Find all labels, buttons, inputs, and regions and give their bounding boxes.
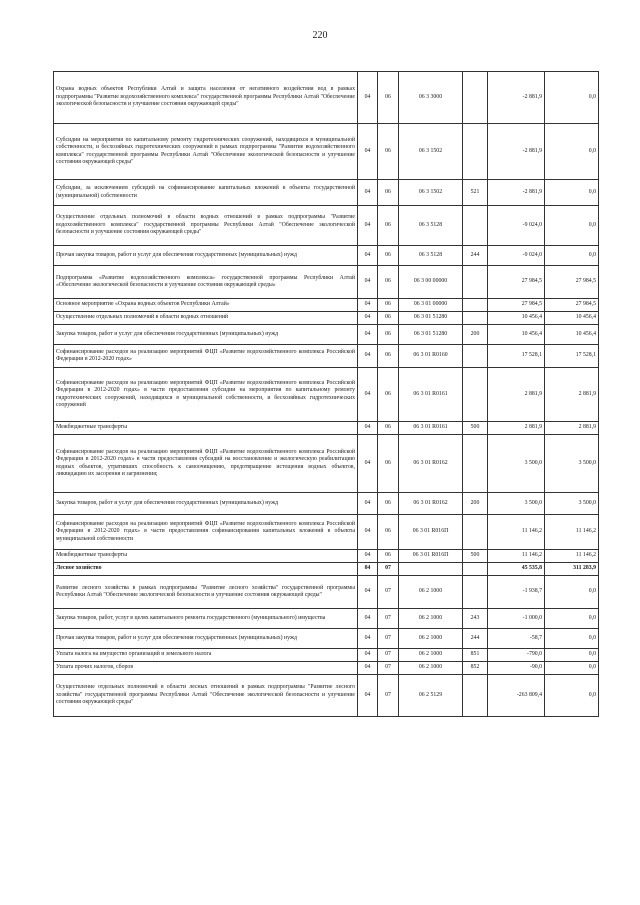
expense-type-cell xyxy=(463,206,488,246)
table-body xyxy=(54,72,599,717)
row-name-cell: Лесное хозяйство xyxy=(54,563,358,576)
expense-type-cell: 851 xyxy=(463,649,488,662)
target-article-cell: 06 2 1000 xyxy=(399,629,463,649)
expense-type-cell: 852 xyxy=(463,662,488,675)
section-code-cell: 04 xyxy=(358,493,378,515)
subsection-code-cell: 06 xyxy=(378,325,399,345)
section-code-cell: 04 xyxy=(358,576,378,609)
amount-change-cell: -263 809,4 xyxy=(488,675,545,717)
section-code-cell: 04 xyxy=(358,515,378,550)
amount-total-cell: 3 500,0 xyxy=(545,435,599,493)
amount-change-cell: -1 000,0 xyxy=(488,609,545,629)
table-row xyxy=(54,629,599,649)
table-row xyxy=(54,180,599,206)
amount-total-cell: 0,0 xyxy=(545,576,599,609)
target-article-cell xyxy=(399,563,463,576)
amount-change-cell: -2 881,9 xyxy=(488,124,545,180)
expense-type-cell xyxy=(463,124,488,180)
subsection-code-cell: 06 xyxy=(378,180,399,206)
expense-type-cell: 200 xyxy=(463,325,488,345)
row-name-cell: Прочая закупка товаров, работ и услуг для обеспечения государственных (муниципальных) нужд xyxy=(54,246,358,266)
target-article-cell: 06 2 1000 xyxy=(399,649,463,662)
section-code-cell: 04 xyxy=(358,563,378,576)
subsection-code-cell: 07 xyxy=(378,576,399,609)
amount-change-cell: -58,7 xyxy=(488,629,545,649)
amount-total-cell: 0,0 xyxy=(545,662,599,675)
amount-total-cell: 11 146,2 xyxy=(545,550,599,563)
row-name-cell: Уплата налога на имущество организаций и земельного налога xyxy=(54,649,358,662)
table-row xyxy=(54,649,599,662)
expense-type-cell xyxy=(463,72,488,124)
target-article-cell: 06 3 01 00000 xyxy=(399,299,463,312)
table-row xyxy=(54,515,599,550)
amount-change-cell: 10 456,4 xyxy=(488,312,545,325)
table-row xyxy=(54,576,599,609)
table-row xyxy=(54,246,599,266)
amount-total-cell: 0,0 xyxy=(545,609,599,629)
target-article-cell: 06 3 01 R016П xyxy=(399,550,463,563)
subsection-code-cell: 07 xyxy=(378,649,399,662)
section-code-cell: 04 xyxy=(358,368,378,422)
target-article-cell: 06 3 01 R0160 xyxy=(399,345,463,368)
section-code-cell: 04 xyxy=(358,180,378,206)
section-code-cell: 04 xyxy=(358,609,378,629)
subsection-code-cell: 06 xyxy=(378,515,399,550)
subsection-code-cell: 06 xyxy=(378,422,399,435)
expense-type-cell: 244 xyxy=(463,246,488,266)
amount-change-cell: 45 535,8 xyxy=(488,563,545,576)
expense-type-cell xyxy=(463,435,488,493)
target-article-cell: 06 3 01 R0162 xyxy=(399,435,463,493)
table-row xyxy=(54,299,599,312)
amount-change-cell: -790,0 xyxy=(488,649,545,662)
expense-type-cell xyxy=(463,312,488,325)
section-code-cell: 04 xyxy=(358,675,378,717)
row-name-cell: Охрана водных объектов Республики Алтай и защита населения от негативного воздействия вод в рамках подпрограммы "Развитие водохозяйственного комплекса" государственной программы Республики Алтай "Обеспечение экологической безопасности и улучшение состояния окружающей среды" xyxy=(54,72,358,124)
table-row xyxy=(54,368,599,422)
table-row xyxy=(54,662,599,675)
target-article-cell: 06 2 5129 xyxy=(399,675,463,717)
row-name-cell: Развитие лесного хозяйства в рамках подпрограммы "Развитие лесного хозяйства" государственной программы Республики Алтай "Обеспечение экологической безопасности и улучшение состояния окружающей среды" xyxy=(54,576,358,609)
target-article-cell: 06 3 1502 xyxy=(399,180,463,206)
row-name-cell: Осуществление отдельных полномочий в области водных отношений в рамках подпрограммы "Развитие водохозяйственного комплекса" государственной программы Республики Алтай "Обеспечение экологической безопасности и улучшение состояния окружающей среды" xyxy=(54,206,358,246)
row-name-cell: Субсидии на мероприятия по капитальному ремонту гидротехнических сооружений, находящихся в муниципальной собственности, и бесхозяйных гидротехнических сооружений в рамках подпрограммы "Развитие водохозяйственного комплекса" государственной программы Республики Алтай "Обеспечение экологической безопасности и улучшение состояния окружающей среды" xyxy=(54,124,358,180)
amount-change-cell: -90,0 xyxy=(488,662,545,675)
section-code-cell: 04 xyxy=(358,325,378,345)
amount-total-cell: 0,0 xyxy=(545,180,599,206)
expense-type-cell: 244 xyxy=(463,629,488,649)
subsection-code-cell: 07 xyxy=(378,609,399,629)
subsection-code-cell: 06 xyxy=(378,124,399,180)
table-row xyxy=(54,493,599,515)
section-code-cell: 04 xyxy=(358,299,378,312)
amount-change-cell: 27 984,5 xyxy=(488,266,545,299)
target-article-cell: 06 3 01 51280 xyxy=(399,325,463,345)
expense-type-cell: 200 xyxy=(463,493,488,515)
section-code-cell: 04 xyxy=(358,629,378,649)
expense-type-cell xyxy=(463,266,488,299)
subsection-code-cell: 07 xyxy=(378,563,399,576)
target-article-cell: 06 3 01 R016П xyxy=(399,515,463,550)
row-name-cell: Осуществление отдельных полномочий в области водных отношений xyxy=(54,312,358,325)
subsection-code-cell: 06 xyxy=(378,312,399,325)
expense-type-cell: 243 xyxy=(463,609,488,629)
page-number: 220 xyxy=(312,30,328,41)
table-row xyxy=(54,206,599,246)
table-row xyxy=(54,266,599,299)
subsection-code-cell: 07 xyxy=(378,662,399,675)
row-name-cell: Уплата прочих налогов, сборов xyxy=(54,662,358,675)
table-row xyxy=(54,124,599,180)
subsection-code-cell: 06 xyxy=(378,72,399,124)
subsection-code-cell: 06 xyxy=(378,299,399,312)
target-article-cell: 06 3 00 00000 xyxy=(399,266,463,299)
amount-total-cell: 311 283,9 xyxy=(545,563,599,576)
subsection-code-cell: 07 xyxy=(378,629,399,649)
section-code-cell: 04 xyxy=(358,246,378,266)
target-article-cell: 06 3 3000 xyxy=(399,72,463,124)
table-row xyxy=(54,312,599,325)
expense-type-cell xyxy=(463,345,488,368)
expense-type-cell xyxy=(463,515,488,550)
table-row xyxy=(54,563,599,576)
target-article-cell: 06 3 01 R0161 xyxy=(399,368,463,422)
row-name-cell: Закупка товаров, работ, услуг в целях капитального ремонта государственного (муниципального) имущества xyxy=(54,609,358,629)
row-name-cell: Закупка товаров, работ и услуг для обеспечения государственных (муниципальных) нужд xyxy=(54,493,358,515)
expense-type-cell xyxy=(463,563,488,576)
target-article-cell: 06 2 1000 xyxy=(399,576,463,609)
target-article-cell: 06 3 01 R0162 xyxy=(399,493,463,515)
subsection-code-cell: 06 xyxy=(378,206,399,246)
amount-total-cell: 2 881,9 xyxy=(545,422,599,435)
subsection-code-cell: 06 xyxy=(378,493,399,515)
amount-total-cell: 2 881,9 xyxy=(545,368,599,422)
amount-total-cell: 0,0 xyxy=(545,629,599,649)
section-code-cell: 04 xyxy=(358,422,378,435)
row-name-cell: Подпрограмма «Развитие водохозяйственного комплекса» государственной программы Республики Алтай «Обеспечение экологической безопасности и улучшение состояния окружающей среды» xyxy=(54,266,358,299)
row-name-cell: Межбюджетные трансферты xyxy=(54,422,358,435)
amount-total-cell: 11 146,2 xyxy=(545,515,599,550)
target-article-cell: 06 3 5128 xyxy=(399,206,463,246)
expense-type-cell: 521 xyxy=(463,180,488,206)
expense-type-cell xyxy=(463,299,488,312)
amount-total-cell: 0,0 xyxy=(545,246,599,266)
expense-type-cell xyxy=(463,368,488,422)
subsection-code-cell: 07 xyxy=(378,675,399,717)
expense-type-cell: 500 xyxy=(463,422,488,435)
section-code-cell: 04 xyxy=(358,649,378,662)
expense-type-cell: 500 xyxy=(463,550,488,563)
subsection-code-cell: 06 xyxy=(378,435,399,493)
table-row xyxy=(54,345,599,368)
amount-change-cell: 17 528,1 xyxy=(488,345,545,368)
target-article-cell: 06 3 01 51280 xyxy=(399,312,463,325)
target-article-cell: 06 2 1000 xyxy=(399,609,463,629)
section-code-cell: 04 xyxy=(358,312,378,325)
section-code-cell: 04 xyxy=(358,124,378,180)
section-code-cell: 04 xyxy=(358,662,378,675)
expense-type-cell xyxy=(463,576,488,609)
table-row xyxy=(54,422,599,435)
amount-change-cell: 2 881,9 xyxy=(488,422,545,435)
amount-change-cell: 2 881,9 xyxy=(488,368,545,422)
amount-change-cell: -2 881,9 xyxy=(488,180,545,206)
subsection-code-cell: 06 xyxy=(378,345,399,368)
amount-change-cell: -2 881,9 xyxy=(488,72,545,124)
amount-change-cell: 27 984,5 xyxy=(488,299,545,312)
amount-change-cell: 10 456,4 xyxy=(488,325,545,345)
subsection-code-cell: 06 xyxy=(378,368,399,422)
table-row xyxy=(54,675,599,717)
section-code-cell: 04 xyxy=(358,435,378,493)
row-name-cell: Софинансирование расходов на реализацию мероприятий ФЦП «Развитие водохозяйственного комплекса Российской Федерации в 2012-2020 годах» в части предоставления софинансирования капитальных вложений в объекты муниципальной собственности xyxy=(54,515,358,550)
section-code-cell: 04 xyxy=(358,206,378,246)
amount-change-cell: -9 024,0 xyxy=(488,206,545,246)
amount-change-cell: 11 146,2 xyxy=(488,515,545,550)
row-name-cell: Межбюджетные трансферты xyxy=(54,550,358,563)
amount-total-cell: 10 456,4 xyxy=(545,312,599,325)
amount-total-cell: 0,0 xyxy=(545,206,599,246)
amount-total-cell: 0,0 xyxy=(545,72,599,124)
amount-change-cell: 3 500,0 xyxy=(488,435,545,493)
expense-type-cell xyxy=(463,675,488,717)
row-name-cell: Софинансирование расходов на реализацию мероприятий ФЦП «Развитие водохозяйственного комплекса Российской Федерации в 2012-2020 годах» xyxy=(54,345,358,368)
amount-change-cell: -1 938,7 xyxy=(488,576,545,609)
section-code-cell: 04 xyxy=(358,550,378,563)
amount-change-cell: -9 024,0 xyxy=(488,246,545,266)
table-row xyxy=(54,550,599,563)
section-code-cell: 04 xyxy=(358,72,378,124)
table-row xyxy=(54,325,599,345)
section-code-cell: 04 xyxy=(358,345,378,368)
amount-total-cell: 10 456,4 xyxy=(545,325,599,345)
target-article-cell: 06 3 01 R0161 xyxy=(399,422,463,435)
target-article-cell: 06 2 1000 xyxy=(399,662,463,675)
amount-total-cell: 3 500,0 xyxy=(545,493,599,515)
row-name-cell: Закупка товаров, работ и услуг для обеспечения государственных (муниципальных) нужд xyxy=(54,325,358,345)
amount-total-cell: 27 984,5 xyxy=(545,299,599,312)
budget-table xyxy=(53,71,599,717)
subsection-code-cell: 06 xyxy=(378,266,399,299)
row-name-cell: Софинансирование расходов на реализацию мероприятий ФЦП «Развитие водохозяйственного комплекса Российской Федерации в 2012-2020 годах» в части предоставления субсидии на мероприятия по капитальному ремонту гидротехнических сооружений, находящихся в муниципальной собственности, и бесхозяйных гидротехнических сооружений xyxy=(54,368,358,422)
amount-total-cell: 17 528,1 xyxy=(545,345,599,368)
row-name-cell: Осуществление отдельных полномочий в области лесных отношений в рамках подпрограммы "Развитие лесного хозяйства" государственной программы Республики Алтай "Обеспечение экологической безопасности и улучшение состояния окружающей среды" xyxy=(54,675,358,717)
target-article-cell: 06 3 5128 xyxy=(399,246,463,266)
table-row xyxy=(54,435,599,493)
row-name-cell: Софинансирование расходов на реализацию мероприятий ФЦП «Развитие водохозяйственного комплекса Российской Федерации в 2012-2020 годах» в части предоставления субсидий на восстановление и экологическую реабилитацию водных объектов, утративших способность к самоочищению, предотвращение истощения водных объектов, ликвидацию их засорения и загрязнения; xyxy=(54,435,358,493)
table-row xyxy=(54,609,599,629)
subsection-code-cell: 06 xyxy=(378,550,399,563)
amount-total-cell: 27 984,5 xyxy=(545,266,599,299)
amount-change-cell: 3 500,0 xyxy=(488,493,545,515)
amount-total-cell: 0,0 xyxy=(545,675,599,717)
amount-total-cell: 0,0 xyxy=(545,124,599,180)
subsection-code-cell: 06 xyxy=(378,246,399,266)
row-name-cell: Прочая закупка товаров, работ и услуг для обеспечения государственных (муниципальных) нужд xyxy=(54,629,358,649)
table-row xyxy=(54,72,599,124)
amount-change-cell: 11 146,2 xyxy=(488,550,545,563)
row-name-cell: Субсидии, за исключением субсидий на софинансирование капитальных вложений в объекты государственной (муниципальной) собственности xyxy=(54,180,358,206)
section-code-cell: 04 xyxy=(358,266,378,299)
target-article-cell: 06 3 1502 xyxy=(399,124,463,180)
row-name-cell: Основное мероприятие «Охрана водных объектов Республики Алтай» xyxy=(54,299,358,312)
amount-total-cell: 0,0 xyxy=(545,649,599,662)
